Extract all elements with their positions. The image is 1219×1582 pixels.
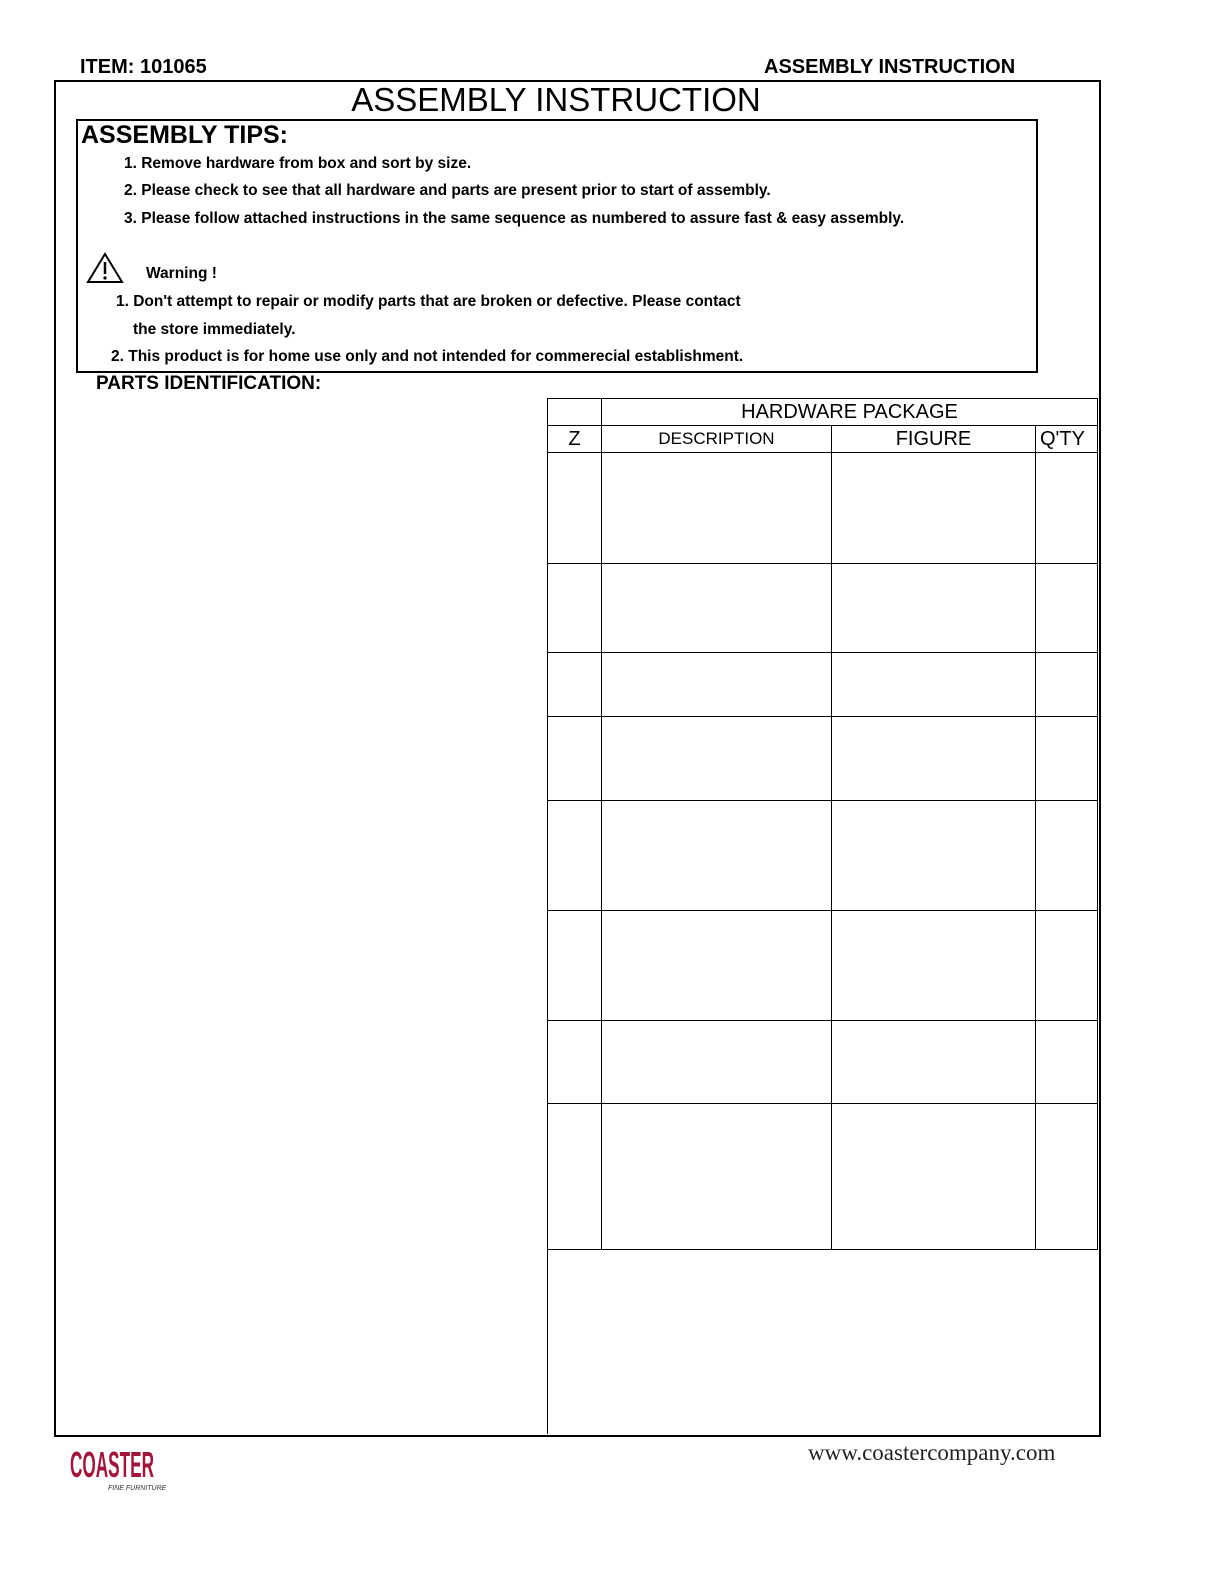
coaster-logo bbox=[70, 1444, 167, 1499]
hardware-corner-cell bbox=[548, 399, 602, 426]
svg-text:COASTER: COASTER bbox=[70, 1444, 154, 1485]
item-number: ITEM: 101065 bbox=[80, 56, 207, 78]
header-label: ASSEMBLY INSTRUCTION bbox=[764, 56, 1016, 78]
table-row bbox=[548, 1104, 1098, 1250]
table-row bbox=[548, 801, 1098, 911]
table-row bbox=[548, 717, 1098, 801]
column-header-z: Z bbox=[548, 426, 602, 453]
tip-item: 1. Remove hardware from box and sort by size. bbox=[124, 155, 472, 172]
page-title: ASSEMBLY INSTRUCTION bbox=[351, 81, 761, 118]
table-row bbox=[548, 564, 1098, 653]
warning-triangle-icon bbox=[85, 251, 125, 290]
warning-label: Warning ! bbox=[146, 265, 217, 282]
column-header-qty: Q'TY bbox=[1036, 426, 1098, 453]
column-header-figure: FIGURE bbox=[832, 426, 1036, 453]
hardware-table bbox=[547, 398, 1098, 1250]
notes-area bbox=[547, 1250, 1099, 1434]
warning-item: the store immediately. bbox=[133, 321, 296, 338]
svg-text:FINE FURNITURE: FINE FURNITURE bbox=[108, 1485, 167, 1492]
table-row bbox=[548, 1021, 1098, 1104]
website-url[interactable]: www.coastercompany.com bbox=[808, 1440, 1056, 1465]
warning-item: 2. This product is for home use only and not intended for commerecial establishment. bbox=[111, 348, 744, 365]
hardware-package-title: HARDWARE PACKAGE bbox=[602, 399, 1098, 426]
assembly-tips-heading: ASSEMBLY TIPS: bbox=[81, 121, 288, 149]
table-row bbox=[548, 453, 1098, 564]
tip-item: 2. Please check to see that all hardware and parts are present prior to start of assembly. bbox=[124, 182, 771, 199]
table-row bbox=[548, 653, 1098, 717]
tip-item: 3. Please follow attached instructions in the same sequence as numbered to assure fast & easy assembly. bbox=[124, 210, 905, 227]
warning-item: 1. Don't attempt to repair or modify parts that are broken or defective. Please contact bbox=[116, 293, 741, 310]
parts-identification-heading: PARTS IDENTIFICATION: bbox=[96, 373, 322, 394]
column-header-description: DESCRIPTION bbox=[602, 426, 832, 453]
table-row bbox=[548, 911, 1098, 1021]
